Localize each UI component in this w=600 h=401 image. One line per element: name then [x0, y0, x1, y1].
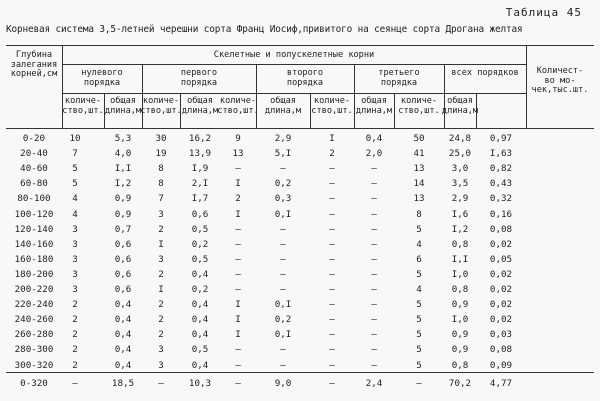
table-cell: –: [329, 314, 335, 326]
table-cell: 0,2: [274, 314, 292, 326]
table-cell: 2: [158, 329, 164, 341]
table-cell: 0,4: [114, 299, 132, 311]
table-cell: 0,I: [274, 208, 292, 220]
table-cell: 0,4: [191, 329, 209, 341]
depth-cell: 180-200: [14, 268, 54, 280]
table-cell: –: [235, 284, 241, 295]
length-subheader: общая длина,м: [264, 96, 302, 116]
table-cell: –: [235, 223, 241, 235]
table-cell: 0,02: [489, 299, 513, 311]
table-cell: –: [235, 253, 241, 265]
table-cell: 0,6: [114, 253, 132, 265]
table-top-rule: [6, 45, 594, 46]
table-cell: 9: [235, 133, 241, 144]
table-cell: 25,0: [448, 148, 472, 160]
depth-cell: 40-60: [20, 163, 48, 175]
depth-cell: 300-320: [14, 359, 54, 371]
table-cell: I: [158, 284, 164, 295]
count-subheader: количе- ство,шт.: [217, 96, 259, 116]
depth-cell: 200-220: [14, 284, 54, 295]
table-cell: 0,4: [114, 329, 132, 341]
table-cell: 2: [72, 359, 78, 371]
table-cell: I,0: [451, 268, 469, 280]
table-cell: 0,03: [489, 329, 513, 341]
table-cell: 0,05: [489, 253, 513, 265]
table-cell: 2: [72, 344, 78, 356]
total-cell: 9,0: [274, 378, 292, 389]
depth-cell: 60-80: [20, 178, 48, 190]
table-cell: –: [280, 238, 286, 250]
table-cell: –: [329, 223, 335, 235]
depth-cell: 220-240: [14, 299, 54, 311]
table-cell: 0,9: [114, 193, 132, 205]
table-cell: I: [235, 329, 241, 341]
table-cell: I,7: [191, 193, 209, 205]
total-cell: 2,4: [365, 378, 383, 389]
table-cell: 50: [413, 133, 425, 144]
table-cell: 3: [158, 344, 164, 356]
total-cell: –: [72, 378, 78, 389]
table-cell: I,2: [114, 178, 132, 190]
table-cell: –: [371, 284, 377, 295]
depth-cell: 20-40: [20, 148, 48, 160]
table-cell: 13,9: [188, 148, 212, 160]
table-cell: 0,02: [489, 268, 513, 280]
length-subheader: общая длина,м: [181, 96, 219, 116]
table-cell: 2: [72, 329, 78, 341]
table-cell: 5,3: [114, 133, 132, 144]
table-cell: –: [371, 208, 377, 220]
table-cell: 5: [416, 329, 422, 341]
table-cell: 0,2: [191, 284, 209, 295]
depth-header: Глубина залегания корней,см: [10, 50, 58, 79]
table-cell: 10: [69, 133, 81, 144]
table-cell: 0,9: [114, 208, 132, 220]
total-cell: 10,3: [188, 378, 212, 389]
table-cell: I,9: [191, 163, 209, 175]
table-cell: 2: [158, 268, 164, 280]
table-cell: –: [371, 223, 377, 235]
table-cell: 0,8: [451, 284, 469, 295]
table-cell: I,0: [451, 314, 469, 326]
table-cell: –: [280, 284, 286, 295]
table-cell: 0,4: [365, 133, 383, 144]
order-header-rule: [62, 93, 526, 94]
table-cell: 13: [413, 163, 425, 175]
table-cell: –: [235, 238, 241, 250]
table-cell: –: [280, 268, 286, 280]
table-cell: 3,0: [451, 163, 469, 175]
table-cell: 2: [235, 193, 241, 205]
table-cell: –: [329, 344, 335, 356]
table-cell: 4: [416, 238, 422, 250]
table-cell: –: [329, 359, 335, 371]
table-cell: 0,6: [114, 284, 132, 295]
table-cell: –: [329, 268, 335, 280]
table-cell: 2,0: [365, 148, 383, 160]
depth-cell: 260-280: [14, 329, 54, 341]
table-cell: 3: [72, 284, 78, 295]
order-header: всех порядков: [451, 68, 519, 78]
table-cell: 2: [72, 299, 78, 311]
table-cell: 0,6: [191, 208, 209, 220]
table-cell: 8: [158, 178, 164, 190]
table-cell: –: [371, 178, 377, 190]
table-cell: 0,08: [489, 223, 513, 235]
length-subheader: общая длина,м: [104, 96, 142, 116]
table-cell: 0,4: [191, 314, 209, 326]
table-cell: I: [158, 238, 164, 250]
table-cell: 3: [72, 268, 78, 280]
total-cell: –: [329, 378, 335, 389]
table-cell: –: [235, 268, 241, 280]
table-cell: 2,9: [274, 133, 292, 144]
table-cell: 0,09: [489, 359, 513, 371]
table-cell: –: [371, 344, 377, 356]
total-cell: 4,77: [489, 378, 513, 389]
table-cell: 0,2: [274, 178, 292, 190]
table-cell: 0,5: [191, 344, 209, 356]
table-cell: 8: [158, 163, 164, 175]
table-cell: 4: [416, 284, 422, 295]
table-cell: –: [235, 359, 241, 371]
table-cell: 0,2: [191, 238, 209, 250]
column-rule: [444, 64, 445, 128]
table-cell: 0,82: [489, 163, 513, 175]
table-cell: 0,5: [191, 253, 209, 265]
table-cell: 0,97: [489, 133, 513, 144]
table-cell: I: [235, 314, 241, 326]
depth-cell: 240-260: [14, 314, 54, 326]
table-cell: I: [235, 299, 241, 311]
table-cell: 2: [72, 314, 78, 326]
table-cell: 0,6: [114, 268, 132, 280]
table-cell: 0,4: [114, 359, 132, 371]
table-cell: 8: [416, 208, 422, 220]
table-cell: –: [371, 163, 377, 175]
table-cell: –: [329, 299, 335, 311]
table-cell: 0,I: [274, 329, 292, 341]
table-cell: 3: [158, 359, 164, 371]
table-cell: 2: [158, 299, 164, 311]
table-cell: –: [329, 193, 335, 205]
table-cell: 0,02: [489, 284, 513, 295]
total-rule: [6, 372, 594, 373]
count-subheader: количе- ство,шт.: [62, 96, 104, 116]
column-rule: [526, 45, 527, 128]
table-cell: I,I: [451, 253, 469, 265]
table-cell: 0,02: [489, 238, 513, 250]
length-subheader: общая длина,м: [355, 96, 393, 116]
table-cell: 14: [413, 178, 425, 190]
table-cell: –: [280, 253, 286, 265]
table-cell: 0,4: [114, 314, 132, 326]
table-cell: –: [280, 344, 286, 356]
table-cell: 0,5: [191, 223, 209, 235]
table-cell: 0,9: [451, 329, 469, 341]
table-cell: 0,6: [114, 238, 132, 250]
group-header-rule: [62, 64, 526, 65]
table-cell: I: [235, 178, 241, 190]
table-cell: –: [235, 163, 241, 175]
table-cell: –: [280, 163, 286, 175]
table-cell: I,6: [451, 208, 469, 220]
table-cell: –: [371, 253, 377, 265]
table-cell: –: [371, 299, 377, 311]
depth-cell: 140-160: [14, 238, 54, 250]
table-cell: –: [329, 178, 335, 190]
table-cell: 16,2: [188, 133, 212, 144]
table-cell: 5,I: [274, 148, 292, 160]
table-cell: 0,02: [489, 314, 513, 326]
table-cell: 0,8: [451, 359, 469, 371]
total-cell: –: [158, 378, 164, 389]
table-cell: 5: [416, 314, 422, 326]
table-cell: 3: [72, 253, 78, 265]
table-cell: 0,3: [274, 193, 292, 205]
table-cell: 0,4: [114, 344, 132, 356]
table-cell: 4,0: [114, 148, 132, 160]
table-label: Таблица 45: [505, 6, 582, 19]
table-cell: –: [371, 268, 377, 280]
skeletal-roots-header: Скелетные и полускелетные корни: [213, 50, 375, 60]
table-cell: –: [371, 193, 377, 205]
table-cell: –: [280, 359, 286, 371]
column-rule: [256, 64, 257, 128]
table-cell: I,I: [114, 163, 132, 175]
table-cell: 2: [329, 148, 335, 160]
table-cell: –: [329, 253, 335, 265]
table-cell: 0,7: [114, 223, 132, 235]
depth-cell: 160-180: [14, 253, 54, 265]
table-cell: 0,4: [191, 268, 209, 280]
column-rule: [394, 93, 395, 128]
table-cell: 3: [72, 238, 78, 250]
total-depth-cell: 0-320: [20, 378, 48, 389]
table-cell: 0,08: [489, 344, 513, 356]
table-cell: 5: [416, 299, 422, 311]
total-cell: –: [416, 378, 422, 389]
table-cell: 6: [416, 253, 422, 265]
table-cell: –: [329, 284, 335, 295]
table-cell: 4: [72, 208, 78, 220]
table-cell: 0,16: [489, 208, 513, 220]
count-subheader: количе- ство,шт.: [398, 96, 440, 116]
table-cell: 7: [72, 148, 78, 160]
table-cell: 2: [158, 314, 164, 326]
order-header: третьего порядка: [378, 68, 420, 88]
table-cell: I: [235, 208, 241, 220]
header-bottom-rule: [6, 128, 594, 129]
length-subheader: общая длина,м: [441, 96, 479, 116]
table-cell: 3: [158, 208, 164, 220]
table-cell: 4: [72, 193, 78, 205]
order-header: нулевого порядка: [81, 68, 123, 88]
total-cell: 70,2: [448, 378, 472, 389]
table-cell: –: [329, 329, 335, 341]
table-cell: 13: [232, 148, 244, 160]
table-cell: 0,8: [451, 238, 469, 250]
table-cell: I,2: [451, 223, 469, 235]
table-cell: 2: [158, 223, 164, 235]
table-cell: 5: [416, 223, 422, 235]
table-cell: 5: [416, 268, 422, 280]
table-cell: 30: [155, 133, 167, 144]
table-cell: 3,5: [451, 178, 469, 190]
depth-cell: 0-20: [22, 133, 46, 144]
table-cell: 3: [158, 253, 164, 265]
table-caption: Корневая система 3,5-летней черешни сорта Франц Иосиф,привитого на сеянце сорта Дрогана желтая: [6, 24, 523, 35]
table-cell: 41: [413, 148, 425, 160]
depth-cell: 80-100: [17, 193, 51, 205]
table-cell: –: [371, 238, 377, 250]
total-cell: –: [235, 378, 241, 389]
table-cell: –: [371, 314, 377, 326]
table-cell: 2,9: [451, 193, 469, 205]
total-cell: 18,5: [111, 378, 135, 389]
table-cell: 19: [155, 148, 167, 160]
table-cell: 0,9: [451, 299, 469, 311]
table-cell: 0,4: [191, 299, 209, 311]
table-cell: 7: [158, 193, 164, 205]
depth-cell: 120-140: [14, 223, 54, 235]
table-cell: 0,I: [274, 299, 292, 311]
table-cell: 0,4: [191, 359, 209, 371]
table-cell: 5: [72, 163, 78, 175]
table-cell: 0,43: [489, 178, 513, 190]
column-rule: [354, 64, 355, 128]
table-cell: –: [329, 238, 335, 250]
table-cell: 3: [72, 223, 78, 235]
table-cell: 5: [416, 359, 422, 371]
order-header: второго порядка: [286, 68, 324, 88]
table-cell: 0,32: [489, 193, 513, 205]
table-cell: 5: [416, 344, 422, 356]
table-cell: –: [329, 163, 335, 175]
table-cell: 0,9: [451, 344, 469, 356]
table-cell: –: [235, 344, 241, 356]
table-cell: –: [280, 223, 286, 235]
table-cell: I,63: [489, 148, 513, 160]
table-cell: 2,I: [191, 178, 209, 190]
order-header: первого порядка: [180, 68, 218, 88]
table-cell: –: [371, 329, 377, 341]
table-cell: 24,8: [448, 133, 472, 144]
count-subheader: количе- ство,шт.: [311, 96, 353, 116]
table-cell: I: [329, 133, 335, 144]
depth-cell: 100-120: [14, 208, 54, 220]
table-cell: 13: [413, 193, 425, 205]
fine-roots-header: Количест- во мо- чек,тыс.шт.: [531, 66, 589, 95]
count-subheader: количе- ство,шт.: [140, 96, 182, 116]
table-cell: –: [371, 359, 377, 371]
table-cell: –: [329, 208, 335, 220]
table-cell: 5: [72, 178, 78, 190]
depth-cell: 280-300: [14, 344, 54, 356]
